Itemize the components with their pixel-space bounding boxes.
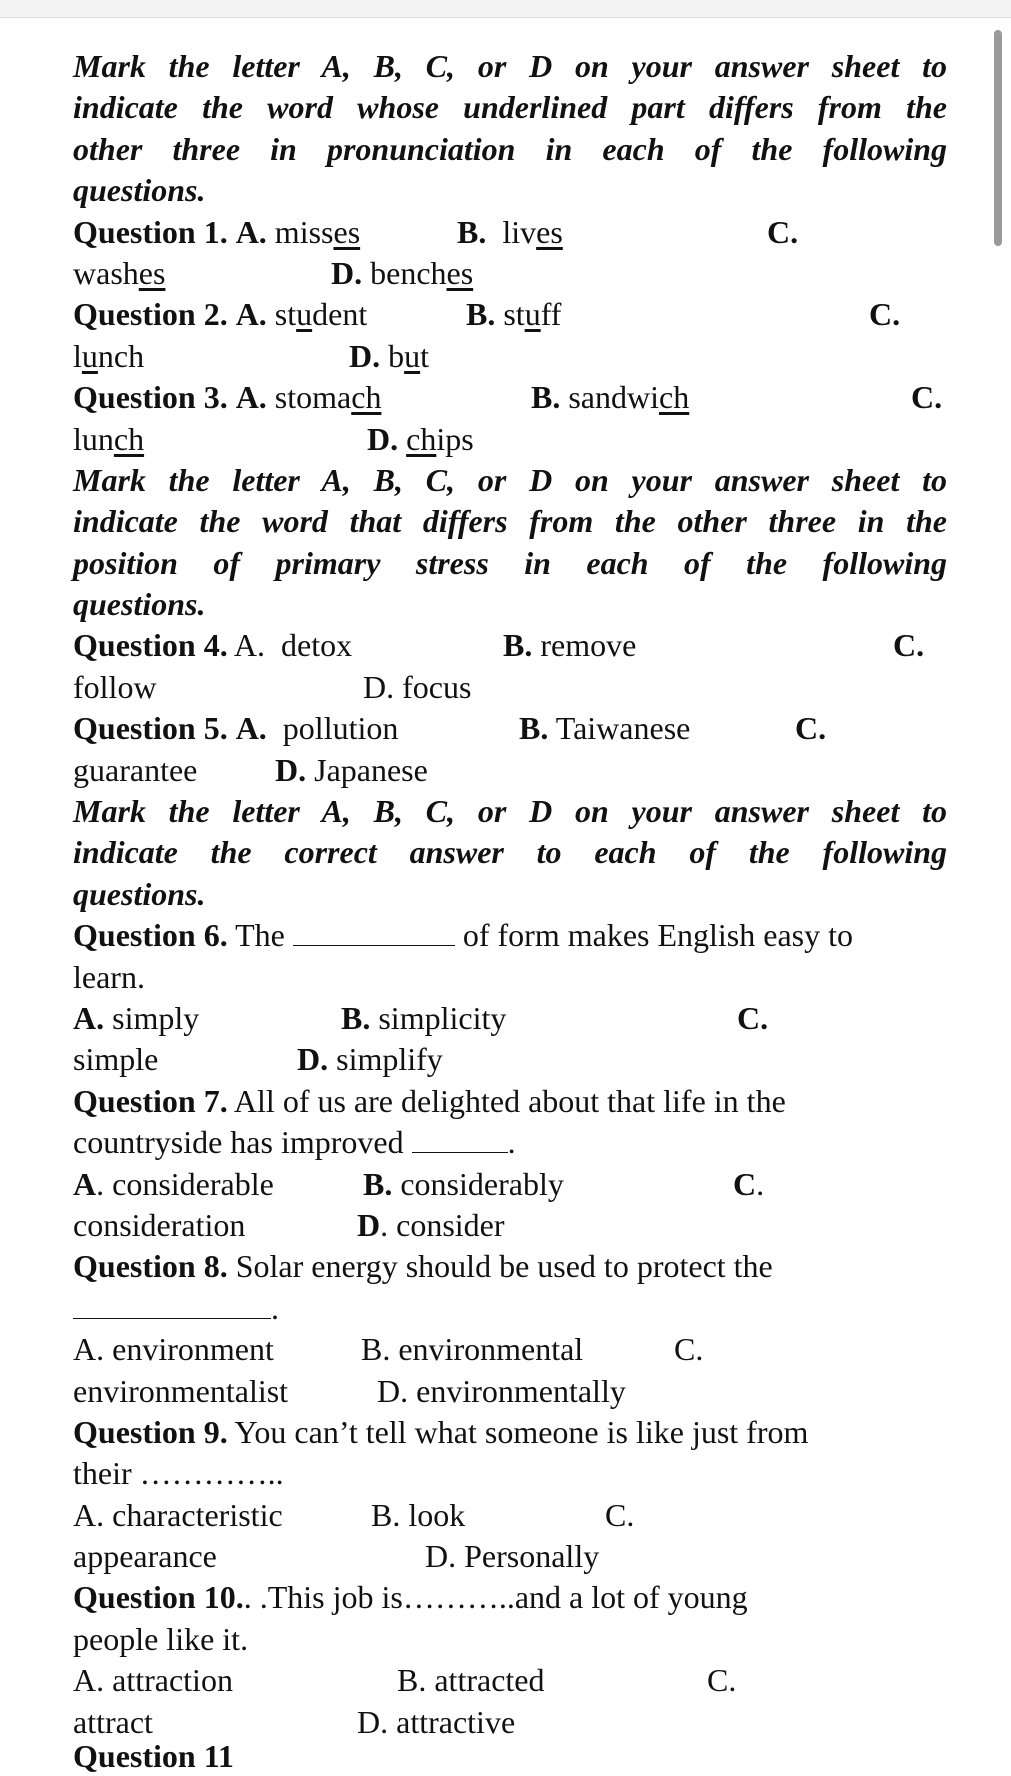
question-4 — [73, 625, 947, 666]
question-2 — [73, 294, 947, 335]
q7-option-d: D. consider — [357, 1206, 505, 1243]
instruction-pronunciation-line-4: questions. — [73, 172, 206, 209]
q7-stem-line-2 — [73, 1122, 947, 1163]
q2-option-c-letter: C. — [869, 296, 901, 333]
q10-option-c: attract — [73, 1703, 153, 1740]
q5-option-c-letter: C. — [795, 710, 827, 747]
instruction-correct-line-3: questions. — [73, 875, 206, 912]
q3-option-b: B. sandwich — [531, 379, 690, 416]
q10-option-c-letter: C. — [707, 1662, 737, 1699]
instruction-pronunciation-line-3: other three in pronunciation in each of the following — [73, 130, 947, 167]
q6-option-d: D. simplify — [297, 1041, 443, 1078]
q8-option-c-letter: C. — [674, 1331, 704, 1368]
q9-stem: You can’t tell what someone is like just from — [234, 1413, 809, 1450]
q8-stem-line-2 — [73, 1288, 947, 1329]
question-2-label: Question 2. — [73, 296, 228, 333]
q7-option-c: consideration — [73, 1206, 246, 1243]
q9-stem-line-2: their ………….. — [73, 1455, 284, 1492]
q4-option-d: D. focus — [363, 668, 472, 705]
question-4-label: Question 4. — [73, 627, 228, 664]
q10-option-b: B. attracted — [397, 1662, 545, 1699]
q6-answer-blank — [293, 921, 455, 946]
q9-option-c: appearance — [73, 1538, 217, 1575]
question-1-line-2 — [73, 253, 947, 294]
question-11-cutoff: Question 11 — [73, 1738, 234, 1774]
q3-option-c-letter: C. — [911, 379, 943, 416]
q2-option-d: D. but — [349, 337, 429, 374]
top-bar — [0, 0, 1011, 18]
question-6-options — [73, 998, 947, 1039]
q1-option-a-letter: A. — [235, 213, 267, 250]
q10-stem: . .This job is………..and a lot of young — [243, 1579, 748, 1616]
question-7 — [73, 1081, 947, 1122]
question-10 — [73, 1577, 947, 1618]
q3-option-d: D. chips — [367, 420, 474, 457]
question-6 — [73, 915, 947, 956]
worksheet — [73, 46, 947, 1743]
q1-option-d: D. benches — [331, 254, 474, 291]
instruction-stress-line-4: questions. — [73, 586, 206, 623]
q9-option-c-letter: C. — [605, 1496, 635, 1533]
q8-stem-end: . — [271, 1289, 279, 1326]
q6-option-c: simple — [73, 1041, 159, 1078]
q4-option-c: follow — [73, 668, 157, 705]
question-9-label: Question 9. — [73, 1413, 228, 1450]
instruction-correct-line-2: indicate the correct answer to each of the following — [73, 834, 947, 871]
question-3-label: Question 3. — [73, 379, 228, 416]
q6-stem-pre: The — [235, 917, 285, 954]
q6-stem-post: of form makes English easy to — [462, 917, 853, 954]
q5-option-d: D. Japanese — [275, 751, 428, 788]
q5-option-a: A. pollution — [235, 710, 399, 747]
question-4-line-2 — [73, 667, 947, 708]
q1-option-a: misses — [274, 213, 361, 250]
q4-option-a: A. detox — [233, 627, 353, 664]
q6-option-a: A. simply — [73, 999, 200, 1036]
question-8-options-line-2 — [73, 1371, 947, 1412]
question-1 — [73, 212, 947, 253]
question-5-label: Question 5. — [73, 710, 228, 747]
question-10-options — [73, 1660, 947, 1701]
q9-option-a: A. characteristic — [73, 1496, 283, 1533]
q2-option-c: lunch — [73, 337, 145, 374]
q4-option-c-letter: C. — [893, 627, 925, 664]
q2-option-a: student — [274, 296, 368, 333]
question-2-line-2 — [73, 336, 947, 377]
q7-option-b: B. considerably — [363, 1165, 564, 1202]
q5-option-c: guarantee — [73, 751, 198, 788]
question-1-label: Question 1. — [73, 213, 228, 250]
q3-option-a-letter: A. — [235, 379, 267, 416]
q1-option-c-letter: C. — [767, 213, 799, 250]
q8-option-b: B. environmental — [361, 1331, 584, 1368]
question-10-label: Question 10. — [73, 1579, 244, 1616]
question-5-line-2 — [73, 750, 947, 791]
question-9 — [73, 1412, 947, 1453]
q6-option-b: B. simplicity — [341, 999, 507, 1036]
instruction-pronunciation-line-2: indicate the word whose underlined part differs from the — [73, 89, 947, 126]
q1-option-c: washes — [73, 254, 166, 291]
question-3 — [73, 377, 947, 418]
q5-option-b: B. Taiwanese — [519, 710, 691, 747]
q4-option-b: B. remove — [503, 627, 637, 664]
question-9-options — [73, 1495, 947, 1536]
q10-stem-line-2: people like it. — [73, 1620, 249, 1657]
q6-stem-line-2: learn. — [73, 958, 145, 995]
question-3-line-2 — [73, 419, 947, 460]
q8-option-d: D. environmentally — [377, 1372, 626, 1409]
q1-option-b: B. lives — [457, 213, 563, 250]
instruction-correct-line-1: Mark the letter A, B, C, or D on your answer sheet to — [73, 793, 947, 830]
q3-option-a: stomach — [274, 379, 382, 416]
question-8-label: Question 8. — [73, 1248, 228, 1285]
q7-option-c-letter: C. — [733, 1165, 765, 1202]
q10-option-a: A. attraction — [73, 1662, 233, 1699]
scrollbar-thumb[interactable] — [994, 30, 1002, 246]
q7-stem-text: countryside has improved — [73, 1124, 404, 1161]
q2-option-a-letter: A. — [235, 296, 267, 333]
q8-stem: Solar energy should be used to protect the — [235, 1248, 773, 1285]
instruction-pronunciation-line-1: Mark the letter A, B, C, or D on your answer sheet to — [73, 48, 947, 84]
q8-option-c: environmentalist — [73, 1372, 289, 1409]
q8-option-a: A. environment — [73, 1331, 274, 1368]
q10-option-d: D. attractive — [357, 1703, 516, 1740]
instruction-stress-line-3: position of primary stress in each of the following — [73, 544, 947, 581]
question-6-label: Question 6. — [73, 917, 228, 954]
question-8-options — [73, 1329, 947, 1370]
instruction-stress-line-1: Mark the letter A, B, C, or D on your answer sheet to — [73, 461, 947, 498]
q9-option-d: D. Personally — [425, 1538, 600, 1575]
question-6-options-line-2 — [73, 1039, 947, 1080]
question-5 — [73, 708, 947, 749]
question-7-options-line-2 — [73, 1205, 947, 1246]
q6-option-c-letter: C. — [737, 999, 769, 1036]
question-8 — [73, 1246, 947, 1287]
q9-option-b: B. look — [371, 1496, 466, 1533]
q7-option-a: A. considerable — [73, 1165, 274, 1202]
q3-option-c: lunch — [73, 420, 145, 457]
q7-stem-end: . — [507, 1124, 516, 1161]
q7-stem: All of us are delighted about that life in the — [233, 1082, 786, 1119]
instruction-stress-line-2: indicate the word that differs from the other three in the — [73, 503, 947, 540]
q8-answer-blank — [73, 1294, 271, 1319]
question-7-options — [73, 1164, 947, 1205]
q2-option-b: B. stuff — [466, 296, 562, 333]
question-9-options-line-2 — [73, 1536, 947, 1577]
question-7-label: Question 7. — [73, 1082, 228, 1119]
q7-answer-blank — [412, 1128, 508, 1153]
